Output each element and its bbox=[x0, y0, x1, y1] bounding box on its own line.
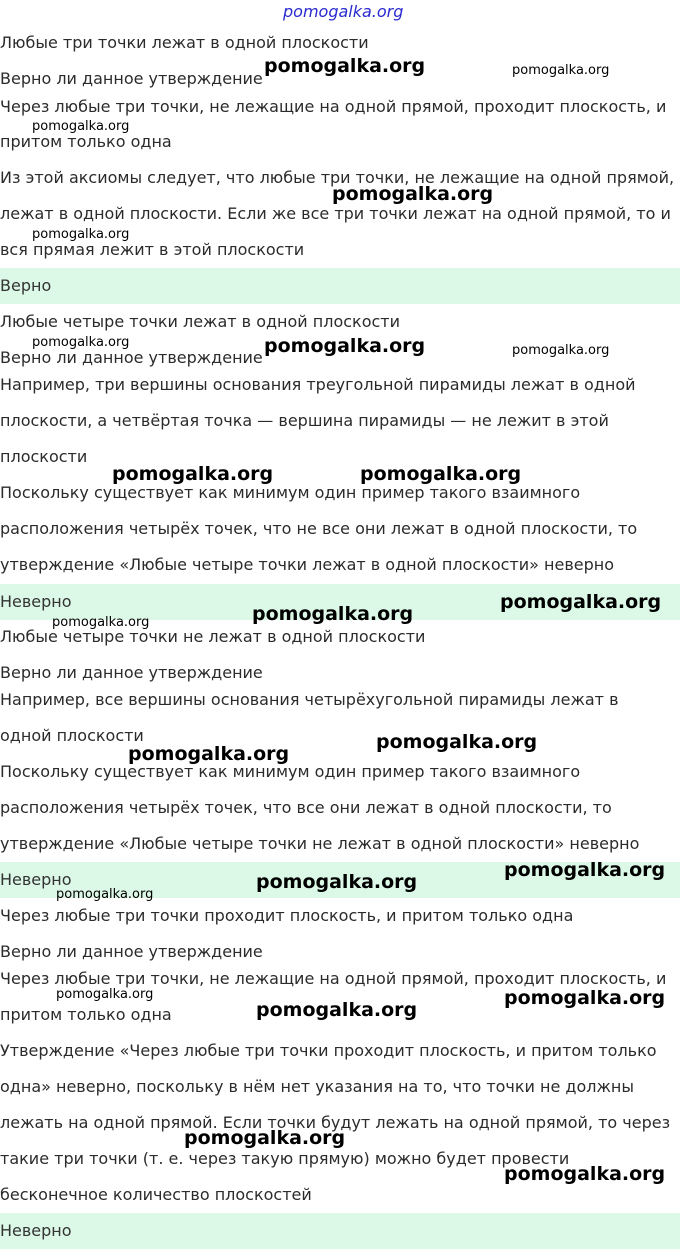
explanation-3-line-4: расположения четырёх точек, что все они лежат в одной плоскости, то bbox=[0, 798, 612, 817]
watermark: pomogalka.org bbox=[256, 999, 418, 1021]
watermark: pomogalka.org bbox=[512, 343, 610, 358]
explanation-1-line-3: Из этой аксиомы следует, что любые три точки, не лежащие на одной прямой, bbox=[0, 168, 675, 187]
watermark: pomogalka.org bbox=[56, 887, 154, 902]
explanation-3-line-3: Поскольку существует как минимум один пример такого взаимного bbox=[0, 762, 581, 781]
watermark: pomogalka.org bbox=[32, 227, 130, 242]
answer-3: Неверно bbox=[0, 862, 680, 898]
watermark: pomogalka.org bbox=[504, 987, 666, 1009]
statement-2: Любые четыре точки лежат в одной плоскости bbox=[0, 312, 401, 331]
explanation-1-line-2: притом только одна bbox=[0, 132, 172, 151]
explanation-2-line-5: расположения четырёх точек, что не все они лежат в одной плоскости, то bbox=[0, 519, 638, 538]
answer-1: Верно bbox=[0, 268, 680, 304]
explanation-1-line-4: лежат в одной плоскости. Если же все три точки лежат на одной прямой, то и bbox=[0, 204, 671, 223]
question-4: Верно ли данное утверждение bbox=[0, 942, 263, 961]
explanation-4-line-6: такие три точки (т. е. через такую прямую) можно будет провести bbox=[0, 1149, 570, 1168]
watermark: pomogalka.org bbox=[264, 335, 426, 357]
watermark: pomogalka.org bbox=[504, 1163, 666, 1185]
watermark: pomogalka.org bbox=[252, 603, 414, 625]
question-3: Верно ли данное утверждение bbox=[0, 663, 263, 682]
explanation-3-line-2: одной плоскости bbox=[0, 726, 144, 745]
top-watermark[interactable]: pomogalka.org bbox=[283, 2, 404, 21]
answer-4: Неверно bbox=[0, 1213, 680, 1249]
explanation-2-line-2: плоскости, а четвёртая точка — вершина пирамиды — не лежит в этой bbox=[0, 411, 609, 430]
answer-2: Неверно bbox=[0, 584, 680, 620]
watermark: pomogalka.org bbox=[376, 731, 538, 753]
explanation-4-line-7: бесконечное количество плоскостей bbox=[0, 1185, 312, 1204]
explanation-2-line-3: плоскости bbox=[0, 447, 88, 466]
question-2: Верно ли данное утверждение bbox=[0, 348, 263, 367]
statement-4: Через любые три точки проходит плоскость, и притом только одна bbox=[0, 906, 574, 925]
watermark: pomogalka.org bbox=[332, 183, 494, 205]
watermark: pomogalka.org bbox=[128, 743, 290, 765]
watermark: pomogalka.org bbox=[32, 119, 130, 134]
watermark: pomogalka.org bbox=[184, 1127, 346, 1149]
explanation-4-line-3: Утверждение «Через любые три точки проходит плоскость, и притом только bbox=[0, 1041, 657, 1060]
watermark: pomogalka.org bbox=[512, 63, 610, 78]
watermark: pomogalka.org bbox=[264, 55, 426, 77]
watermark: pomogalka.org bbox=[360, 463, 522, 485]
explanation-1-line-1: Через любые три точки, не лежащие на одной прямой, проходит плоскость, и bbox=[0, 97, 667, 116]
watermark: pomogalka.org bbox=[504, 859, 666, 881]
watermark: pomogalka.org bbox=[56, 987, 154, 1002]
watermark: pomogalka.org bbox=[52, 615, 150, 630]
explanation-4-line-1: Через любые три точки, не лежащие на одной прямой, проходит плоскость, и bbox=[0, 969, 667, 988]
statement-1: Любые три точки лежат в одной плоскости bbox=[0, 33, 369, 52]
question-1: Верно ли данное утверждение bbox=[0, 69, 263, 88]
explanation-2-line-6: утверждение «Любые четыре точки лежат в одной плоскости» неверно bbox=[0, 555, 614, 574]
watermark: pomogalka.org bbox=[500, 591, 662, 613]
watermark: pomogalka.org bbox=[256, 871, 418, 893]
explanation-4-line-5: лежать на одной прямой. Если точки будут лежать на одной прямой, то через bbox=[0, 1113, 671, 1132]
explanation-1-line-5: вся прямая лежит в этой плоскости bbox=[0, 240, 305, 259]
watermark: pomogalka.org bbox=[112, 463, 274, 485]
explanation-3-line-5: утверждение «Любые четыре точки не лежат в одной плоскости» неверно bbox=[0, 834, 640, 853]
explanation-2-line-4: Поскольку существует как минимум один пример такого взаимного bbox=[0, 483, 581, 502]
explanation-4-line-2: притом только одна bbox=[0, 1005, 172, 1024]
watermark: pomogalka.org bbox=[32, 335, 130, 350]
explanation-2-line-1: Например, три вершины основания треугольной пирамиды лежат в одной bbox=[0, 375, 636, 394]
explanation-3-line-1: Например, все вершины основания четырёхугольной пирамиды лежат в bbox=[0, 690, 619, 709]
statement-3: Любые четыре точки не лежат в одной плоскости bbox=[0, 627, 426, 646]
explanation-4-line-4: одна» неверно, поскольку в нём нет указания на то, что точки не должны bbox=[0, 1077, 634, 1096]
